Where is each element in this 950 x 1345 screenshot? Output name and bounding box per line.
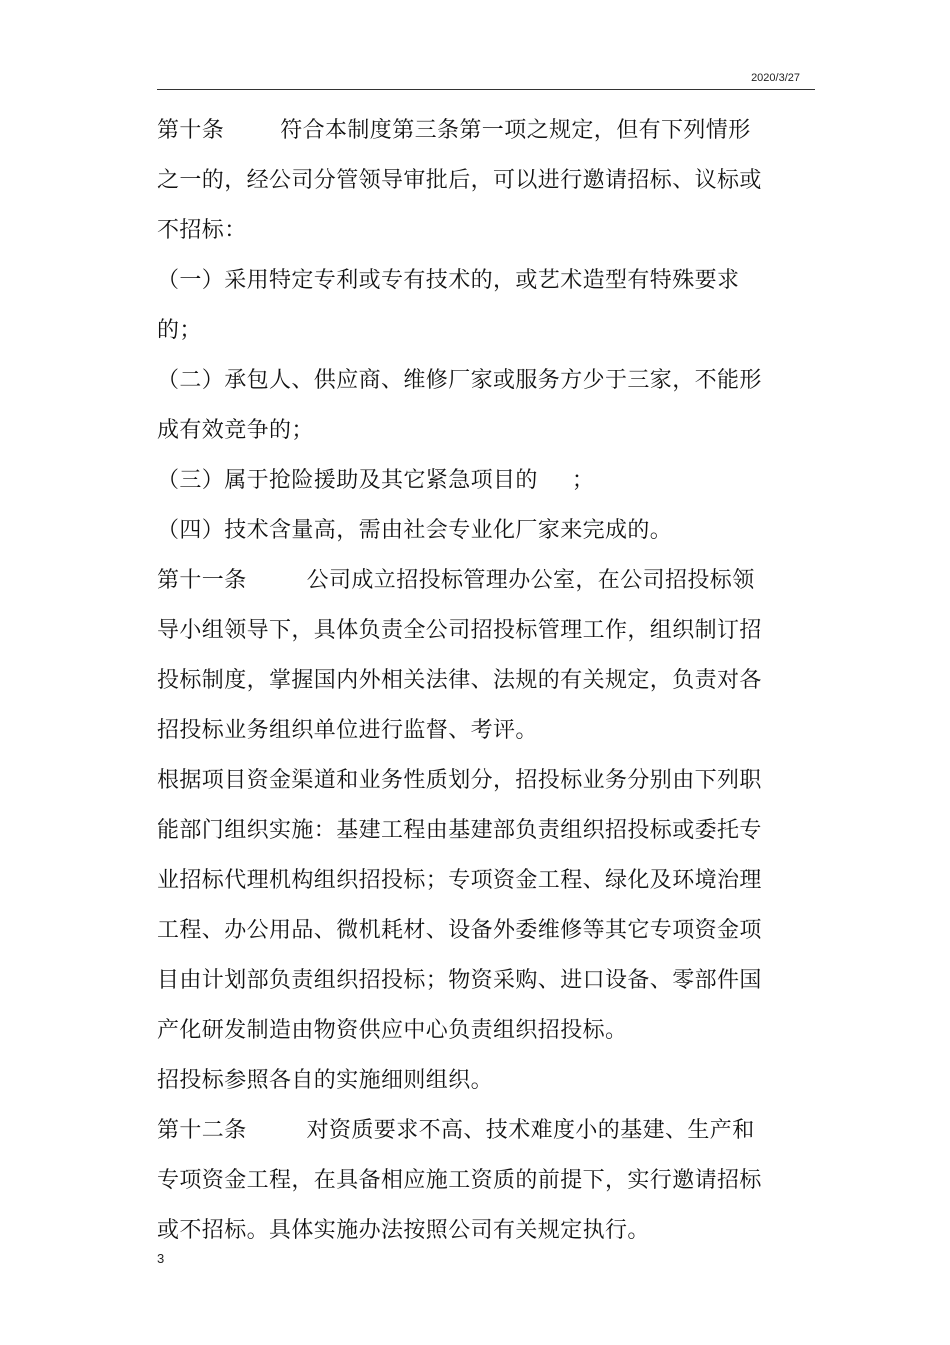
article-11-text-rest: 小组领导下，具体负责全公司招投标管理工作，组织制订招投标制度，掌握国内外相关法律、法规的有关规定，负责对各招投标业务组织单位进行监督、考评。: [157, 618, 762, 743]
article-12-text-rest: 项资金工程，在具备相应施工资质的前提下，实行邀请招标或不招标。具体实施办法按照公司有关规定执行。: [157, 1168, 762, 1243]
document-body: [157, 106, 772, 1256]
article-12-text-line1: 对资质要求不高、技术难度小的基建、生产和专: [157, 1118, 755, 1193]
list-item-3-text: （三）属于抢险援助及其它紧急项目的: [157, 468, 538, 493]
list-item-4: （四）技术含量高，需由社会专业化厂家来完成的。: [157, 518, 673, 543]
article-11-departments-paragraph: 根据项目资金渠道和业务性质划分，招投标业务分别由下列职能部门组织实施：基建工程由基建部负责组织招投标或委托专业招标代理机构组织招投标；专项资金工程、绿化及环境治理工程、办公用品、微机耗材、设备外委维修等其它专项资金项目由计划部负责组织招投标；物资采购、进口设备、零部件国产化研发制造由物资供应中心负责组织招投标。: [157, 768, 762, 1043]
list-item-1: （一）采用特定专利或专有技术的，或艺术造型有特殊要求的；: [157, 268, 740, 343]
list-item-2: （二）承包人、供应商、维修厂家或服务方少于三家，不能形成有效竞争的；: [157, 368, 762, 443]
list-item-3: [157, 456, 772, 506]
article-10-text-rest: 一的，经公司分管领导审批后，可以进行邀请招标、议标或不招标：: [157, 168, 762, 243]
article-10-text-line1: 符合本制度第三条第一项之规定，但有下列情形之: [157, 118, 751, 193]
header-divider: [157, 89, 815, 90]
article-12-heading: 第十二条: [157, 1118, 247, 1143]
page-number: 3: [157, 1251, 165, 1266]
article-10-paragraph: [157, 106, 772, 256]
article-11-reference-paragraph: 招投标参照各自的实施细则组织。: [157, 1068, 494, 1093]
article-11-heading: 第十一条: [157, 568, 247, 593]
list-item-3-end: ；: [571, 468, 595, 493]
article-11-text-line1: 公司成立招投标管理办公室，在公司招投标领导: [157, 568, 755, 643]
article-10-heading: 第十条: [157, 118, 225, 143]
article-11-paragraph: [157, 556, 772, 756]
header-date: 2020/3/27: [751, 72, 800, 84]
article-12-paragraph: [157, 1106, 772, 1256]
